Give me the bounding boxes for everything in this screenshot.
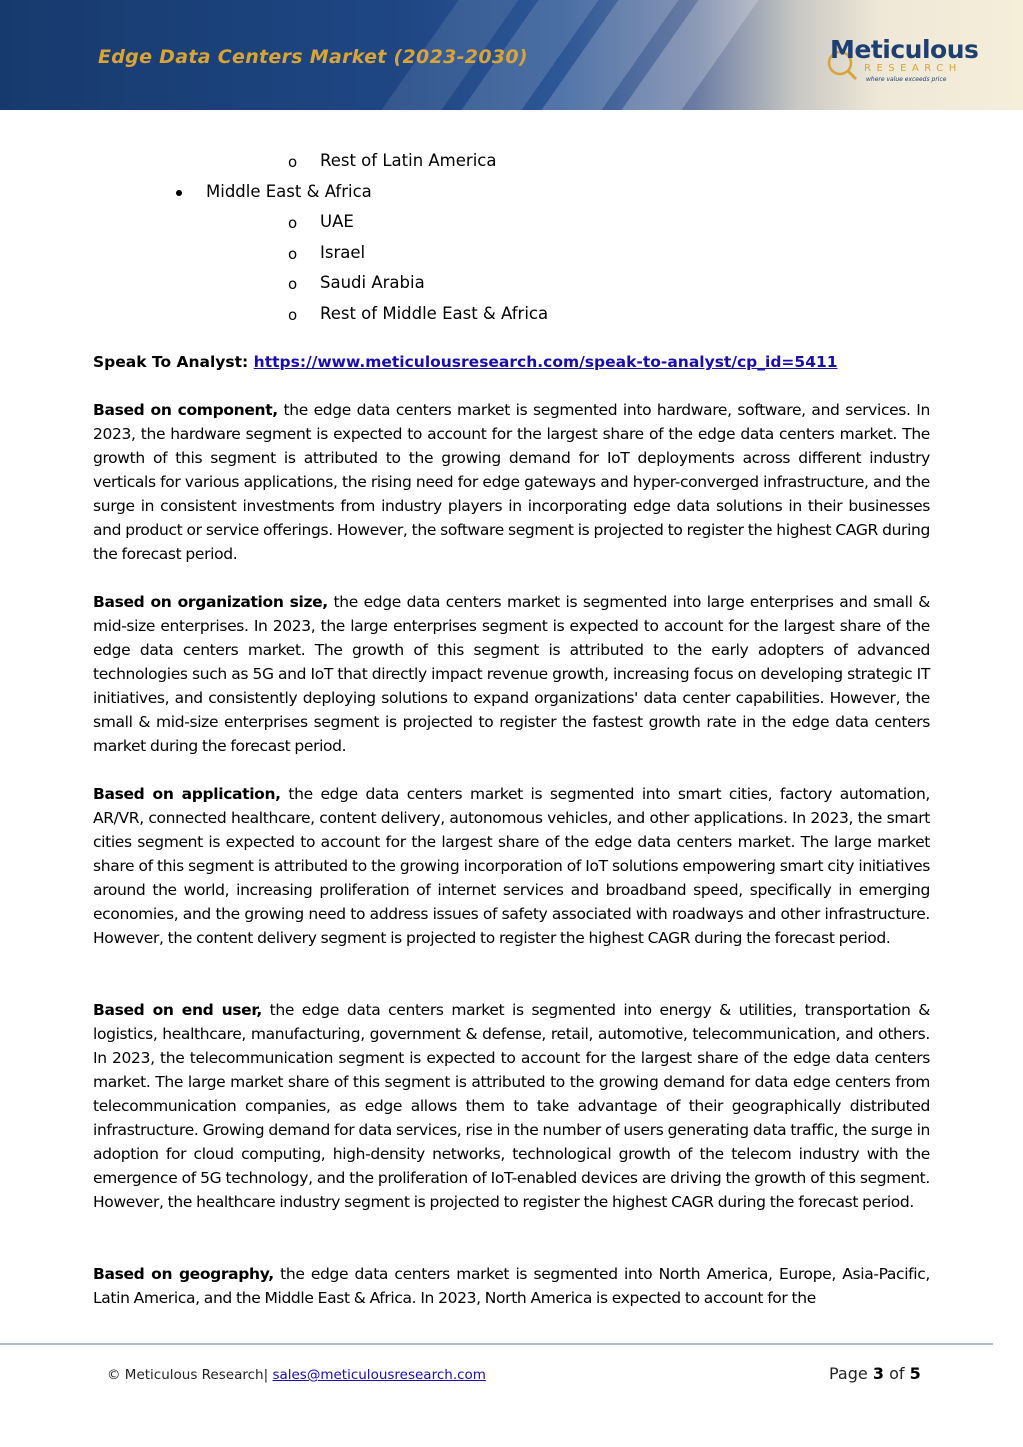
paragraph-end-user	[93, 998, 930, 1214]
paragraph-text: the edge data centers market is segmented into North America, Europe, Asia-Pacific, Latin America, and the Middle East & Africa. In 2023, North America is expected to account for the	[93, 1265, 930, 1307]
sub-bullet-marker: o	[288, 275, 298, 293]
sub-bullet-marker: o	[288, 153, 298, 171]
paragraph-text: the edge data centers market is segmented into hardware, software, and services. In 2023, the hardware segment is expected to account for the largest share of the edge data centers market. The growth of this segment is attributed to the growing demand for IoT deployments across different industry verticals for various applications, the rising need for edge gateways and hyper-converged infrastructure, and the surge in consistent investments from industry players in incorporating edge data solutions in their businesses and product or service offerings. However, the software segment is projected to register the highest CAGR during the forecast period.	[93, 401, 931, 563]
paragraph-text: the edge data centers market is segmented into smart cities, factory automation, AR/VR, connected healthcare, content delivery, autonomous vehicles, and other applications. In 2023, the smart cities segment is expected to account for the largest share of the edge data centers market. The large market share of this segment is attributed to the growing incorporation of IoT solutions empowering smart city initiatives around the world, increasing proliferation of internet services and broadband speed, specifically in emerging economies, and the growing need to address issues of safety associated with roadways and other infrastructure. However, the content delivery segment is projected to register the highest CAGR during the forecast period.	[93, 785, 930, 947]
sub-bullet-marker: o	[288, 214, 298, 232]
paragraph-component	[93, 398, 930, 566]
page-total: 5	[909, 1364, 921, 1383]
paragraph-lead: Based on organization size,	[93, 593, 328, 611]
list-item-saudi-arabia: Saudi Arabia	[320, 273, 425, 292]
speak-to-analyst	[93, 351, 838, 373]
logo-research: RESEARCH	[864, 63, 962, 74]
paragraph-text: the edge data centers market is segmented into large enterprises and small & mid-size enterprises. In 2023, the large enterprises segment is expected to account for the largest share of the edge data centers market. The growth of this segment is attributed to the early adopters of advanced technologies such as 5G and IoT that directly impact revenue growth, increasing focus on developing strategic IT initiatives, and consistently deploying solutions to expand organizations' data center capabilities. However, the small & mid-size enterprises segment is projected to register the fastest growth rate in the edge data centers market during the forecast period.	[93, 593, 931, 755]
paragraph-lead: Based on geography,	[93, 1265, 274, 1283]
of-word: of	[889, 1364, 905, 1383]
document-title: Edge Data Centers Market (2023-2030)	[98, 46, 528, 68]
sales-email-link[interactable]: sales@meticulousresearch.com	[272, 1367, 486, 1383]
copyright-text: © Meticulous Research|	[107, 1367, 269, 1383]
page-word: Page	[829, 1364, 868, 1383]
list-item-rest-latin-america: Rest of Latin America	[320, 151, 497, 170]
list-item-uae: UAE	[320, 212, 354, 231]
paragraph-lead: Based on end user,	[93, 1001, 262, 1019]
sub-bullet-marker: o	[288, 306, 298, 324]
page-number	[829, 1364, 921, 1383]
meticulous-research-logo	[824, 29, 979, 89]
header-banner	[0, 0, 1023, 110]
sub-bullet-marker: o	[288, 245, 298, 263]
page-current: 3	[872, 1364, 884, 1383]
speak-label: Speak To Analyst:	[93, 353, 249, 371]
list-item-rest-mea: Rest of Middle East & Africa	[320, 304, 549, 323]
paragraph-text: the edge data centers market is segmented into energy & utilities, transportation & logistics, healthcare, manufacturing, government & defense, retail, automotive, telecommunication, and others. In 2023, the telecommunication segment is expected to account for the largest share of the edge data centers market. The large market share of this segment is attributed to the growing demand for data edge centers from telecommunication companies, as edge allows them to take advantage of their geographically distributed infrastructure. Growing demand for data services, rise in the number of users generating data traffic, the surge in adoption for cloud computing, high-density networks, technological growth of the telecom industry with the emergence of 5G technology, and the proliferation of IoT-enabled devices are driving the growth of this segment. However, the healthcare industry segment is projected to register the highest CAGR during the forecast period.	[93, 1001, 930, 1211]
speak-to-analyst-link[interactable]: https://www.meticulousresearch.com/speak-to-analyst/cp_id=5411	[253, 353, 838, 371]
paragraph-organization-size	[93, 590, 930, 758]
list-item-middle-east-africa: Middle East & Africa	[206, 182, 372, 201]
paragraph-geography	[93, 1262, 930, 1310]
logo-brand: Meticulous	[830, 35, 979, 64]
paragraph-lead: Based on application,	[93, 785, 281, 803]
logo-tagline: where value exceeds price	[866, 76, 947, 83]
footer-divider	[0, 1343, 993, 1345]
bullet-marker	[176, 190, 182, 196]
paragraph-application	[93, 782, 930, 950]
footer-copyright	[107, 1367, 486, 1383]
list-item-israel: Israel	[320, 243, 366, 262]
paragraph-lead: Based on component,	[93, 401, 278, 419]
